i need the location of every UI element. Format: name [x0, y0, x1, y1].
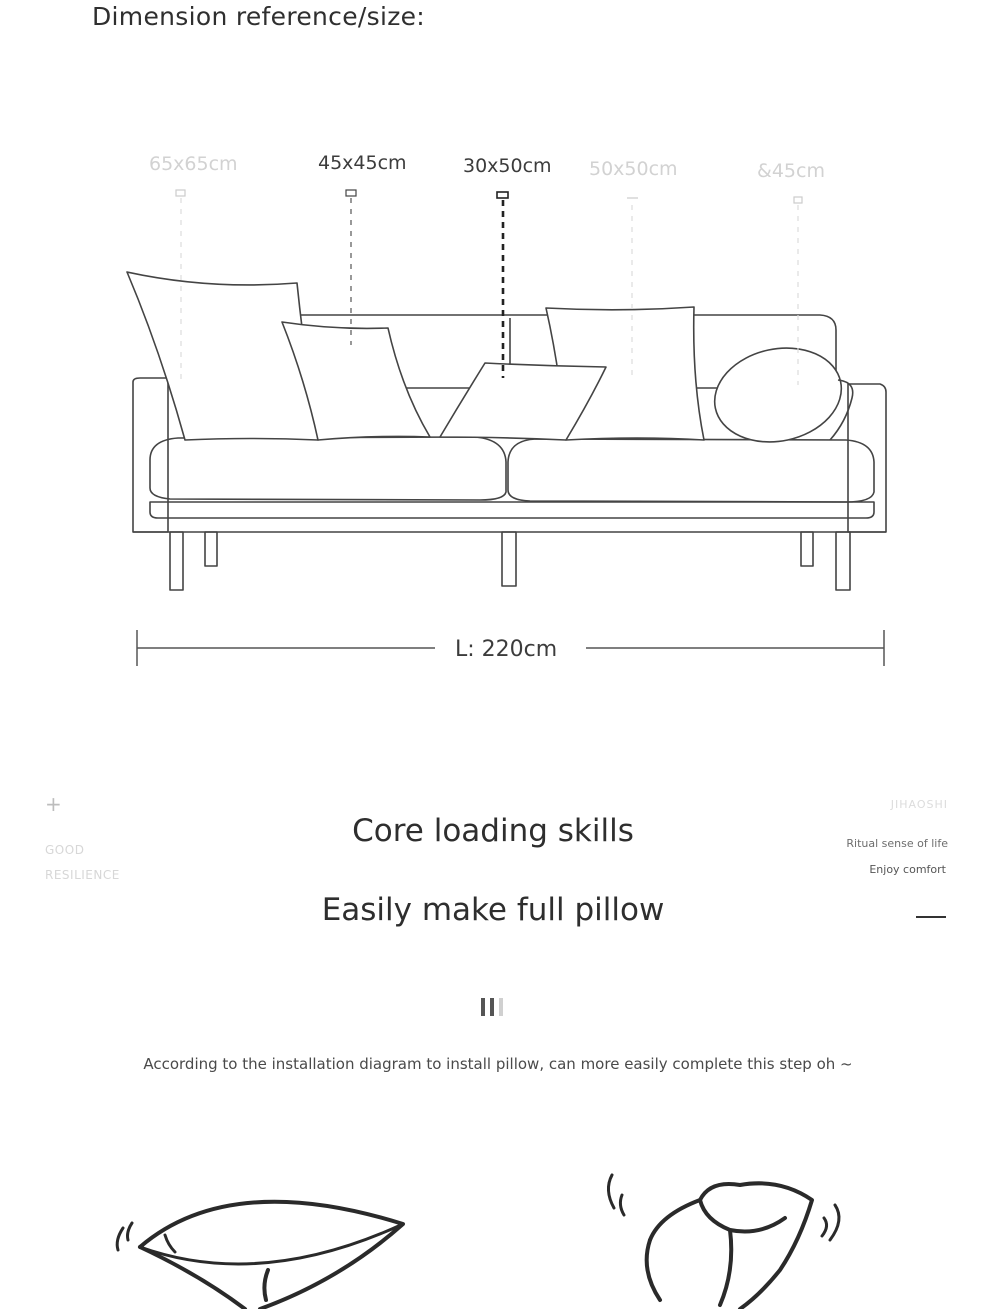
ritual-text: Ritual sense of life [846, 837, 948, 850]
pillow-flat-icon [100, 1150, 430, 1309]
side-text-good: GOOD [45, 843, 85, 857]
enjoy-text: Enjoy comfort [869, 863, 946, 876]
heading-full-pillow: Easily make full pillow [321, 892, 665, 928]
sofa-base [150, 502, 874, 518]
sofa-right-arm [848, 384, 886, 532]
sofa-seat-right [508, 439, 874, 502]
label-30x50: 30x50cm [463, 155, 552, 177]
sofa-seat-left [150, 437, 506, 500]
plus-icon: + [45, 792, 62, 816]
sofa-dimension-diagram [0, 130, 1000, 690]
label-50x50: 50x50cm [589, 158, 678, 180]
pillow-round [706, 337, 850, 454]
heading-core-skills: Core loading skills [352, 813, 634, 849]
bars-divider-icon [480, 997, 520, 1017]
brand-text: JIHAOSHI [890, 798, 948, 811]
label-45x45: 45x45cm [318, 152, 407, 174]
dimension-title: Dimension reference/size: [92, 2, 426, 31]
pillow-65x65 [127, 272, 318, 440]
label-round-45: &45cm [757, 160, 825, 182]
length-label: L: 220cm [455, 637, 558, 662]
label-65x65: 65x65cm [149, 153, 238, 175]
side-text-resilience: RESILIENCE [45, 868, 120, 882]
pillow-shake-icon [590, 1160, 870, 1309]
install-instruction: According to the installation diagram to install pillow, can more easily complete this step oh ~ [143, 1055, 853, 1073]
